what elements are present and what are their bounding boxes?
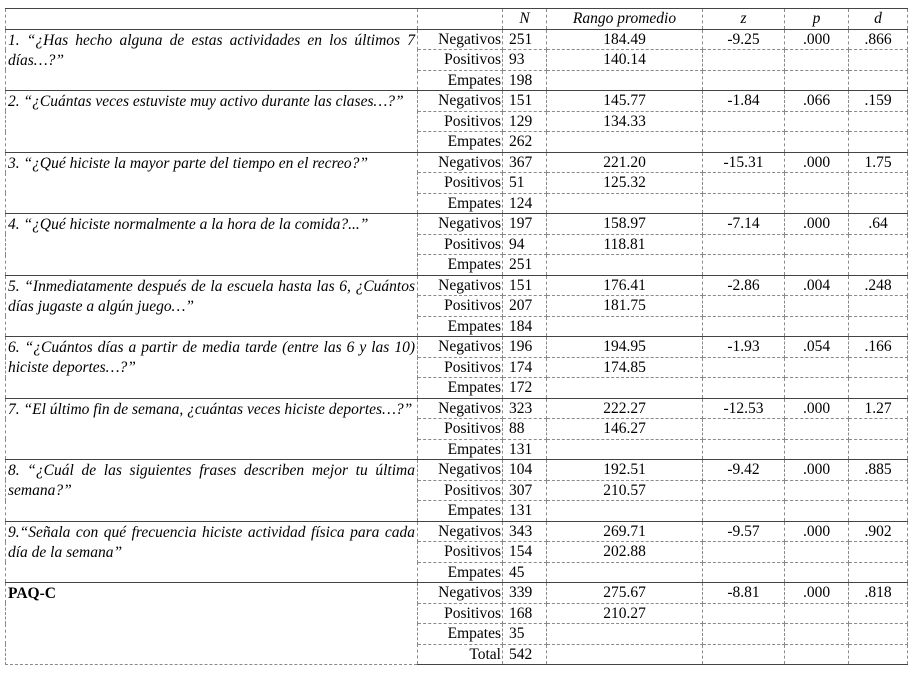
- n-value: 131: [503, 501, 547, 522]
- z-value: [703, 357, 785, 378]
- group-label: Positivos: [418, 480, 503, 501]
- z-value: -8.81: [703, 583, 785, 604]
- group-label: Negativos: [418, 91, 503, 112]
- item-question: 6. “¿Cuántos días a partir de media tarde (entre las 6 y las 10) hiciste deportes…?”: [6, 337, 418, 399]
- z-value: [703, 480, 785, 501]
- group-label: Total: [418, 644, 503, 665]
- d-value: .166: [849, 337, 908, 358]
- item-question: 7. “El último fin de semana, ¿cuántas veces hiciste deportes…?”: [6, 398, 418, 460]
- table-row: [6, 91, 908, 112]
- group-label: Empates: [418, 439, 503, 460]
- header-d: d: [849, 9, 908, 30]
- group-label: Empates: [418, 501, 503, 522]
- rango-value: 140.14: [547, 50, 703, 71]
- group-label: Empates: [418, 70, 503, 91]
- z-value: [703, 644, 785, 665]
- header-row: [6, 9, 908, 30]
- p-value: .000: [785, 521, 849, 542]
- d-value: 1.27: [849, 398, 908, 419]
- d-value: .818: [849, 583, 908, 604]
- n-value: 339: [503, 583, 547, 604]
- item-question: 4. “¿Qué hiciste normalmente a la hora de la comida?...”: [6, 214, 418, 276]
- p-value: .000: [785, 152, 849, 173]
- d-value: [849, 296, 908, 317]
- z-value: -1.84: [703, 91, 785, 112]
- group-label: Positivos: [418, 357, 503, 378]
- p-value: .066: [785, 91, 849, 112]
- z-value: -9.57: [703, 521, 785, 542]
- d-value: .885: [849, 460, 908, 481]
- d-value: .248: [849, 275, 908, 296]
- rango-value: 210.27: [547, 603, 703, 624]
- table-row: [6, 214, 908, 235]
- z-value: -9.25: [703, 29, 785, 50]
- n-value: 542: [503, 644, 547, 665]
- table-row: [6, 398, 908, 419]
- d-value: .902: [849, 521, 908, 542]
- n-value: 129: [503, 111, 547, 132]
- z-value: [703, 255, 785, 276]
- rango-value: [547, 562, 703, 583]
- rango-value: 174.85: [547, 357, 703, 378]
- z-value: [703, 439, 785, 460]
- n-value: 45: [503, 562, 547, 583]
- z-value: [703, 603, 785, 624]
- item-question: PAQ-C: [6, 583, 418, 665]
- group-label: Empates: [418, 193, 503, 214]
- p-value: [785, 603, 849, 624]
- n-value: 251: [503, 255, 547, 276]
- p-value: .004: [785, 275, 849, 296]
- z-value: [703, 501, 785, 522]
- p-value: [785, 296, 849, 317]
- z-value: [703, 316, 785, 337]
- n-value: 94: [503, 234, 547, 255]
- n-value: 323: [503, 398, 547, 419]
- n-value: 131: [503, 439, 547, 460]
- n-value: 88: [503, 419, 547, 440]
- rango-value: 222.27: [547, 398, 703, 419]
- group-label: Positivos: [418, 296, 503, 317]
- n-value: 124: [503, 193, 547, 214]
- rango-value: [547, 132, 703, 153]
- n-value: 196: [503, 337, 547, 358]
- d-value: [849, 562, 908, 583]
- d-value: [849, 70, 908, 91]
- n-value: 51: [503, 173, 547, 194]
- p-value: .054: [785, 337, 849, 358]
- table-row: [6, 152, 908, 173]
- rango-value: 269.71: [547, 521, 703, 542]
- header-n: N: [503, 9, 547, 30]
- z-value: [703, 419, 785, 440]
- rango-value: [547, 193, 703, 214]
- group-label: Negativos: [418, 152, 503, 173]
- rango-value: 176.41: [547, 275, 703, 296]
- table-row: [6, 583, 908, 604]
- n-value: 151: [503, 91, 547, 112]
- p-value: .000: [785, 398, 849, 419]
- group-label: Negativos: [418, 337, 503, 358]
- group-label: Negativos: [418, 29, 503, 50]
- group-label: Positivos: [418, 419, 503, 440]
- rango-value: 158.97: [547, 214, 703, 235]
- group-label: Empates: [418, 378, 503, 399]
- item-question: 1. “¿Has hecho alguna de estas actividades en los últimos 7 días…?”: [6, 29, 418, 91]
- header-group: [418, 9, 503, 30]
- d-value: [849, 439, 908, 460]
- z-value: [703, 562, 785, 583]
- p-value: [785, 439, 849, 460]
- p-value: [785, 644, 849, 665]
- rango-value: 181.75: [547, 296, 703, 317]
- n-value: 198: [503, 70, 547, 91]
- group-label: Empates: [418, 624, 503, 645]
- d-value: [849, 644, 908, 665]
- d-value: 1.75: [849, 152, 908, 173]
- rango-value: 275.67: [547, 583, 703, 604]
- p-value: [785, 234, 849, 255]
- header-z: z: [703, 9, 785, 30]
- table-row: [6, 275, 908, 296]
- rango-value: [547, 644, 703, 665]
- d-value: [849, 193, 908, 214]
- rango-value: 125.32: [547, 173, 703, 194]
- p-value: [785, 562, 849, 583]
- group-label: Empates: [418, 132, 503, 153]
- d-value: [849, 316, 908, 337]
- n-value: 343: [503, 521, 547, 542]
- d-value: [849, 173, 908, 194]
- p-value: [785, 480, 849, 501]
- p-value: [785, 357, 849, 378]
- p-value: [785, 624, 849, 645]
- d-value: [849, 480, 908, 501]
- d-value: [849, 624, 908, 645]
- n-value: 367: [503, 152, 547, 173]
- z-value: [703, 378, 785, 399]
- z-value: -1.93: [703, 337, 785, 358]
- z-value: [703, 173, 785, 194]
- p-value: [785, 378, 849, 399]
- n-value: 251: [503, 29, 547, 50]
- p-value: [785, 255, 849, 276]
- p-value: [785, 193, 849, 214]
- p-value: .000: [785, 214, 849, 235]
- rango-value: 221.20: [547, 152, 703, 173]
- table-row: [6, 521, 908, 542]
- rango-value: [547, 378, 703, 399]
- p-value: [785, 316, 849, 337]
- rango-value: 118.81: [547, 234, 703, 255]
- d-value: [849, 542, 908, 563]
- rango-value: 134.33: [547, 111, 703, 132]
- n-value: 262: [503, 132, 547, 153]
- rango-value: 192.51: [547, 460, 703, 481]
- n-value: 307: [503, 480, 547, 501]
- rango-value: [547, 624, 703, 645]
- p-value: [785, 419, 849, 440]
- z-value: -7.14: [703, 214, 785, 235]
- group-label: Empates: [418, 316, 503, 337]
- z-value: [703, 50, 785, 71]
- d-value: [849, 132, 908, 153]
- group-label: Negativos: [418, 521, 503, 542]
- group-label: Empates: [418, 562, 503, 583]
- z-value: -15.31: [703, 152, 785, 173]
- n-value: 174: [503, 357, 547, 378]
- d-value: .866: [849, 29, 908, 50]
- z-value: -2.86: [703, 275, 785, 296]
- n-value: 93: [503, 50, 547, 71]
- z-value: [703, 70, 785, 91]
- z-value: [703, 234, 785, 255]
- d-value: [849, 50, 908, 71]
- d-value: .64: [849, 214, 908, 235]
- z-value: [703, 542, 785, 563]
- p-value: [785, 111, 849, 132]
- z-value: [703, 132, 785, 153]
- rango-value: [547, 255, 703, 276]
- d-value: [849, 501, 908, 522]
- group-label: Negativos: [418, 214, 503, 235]
- rango-value: [547, 316, 703, 337]
- group-label: Positivos: [418, 603, 503, 624]
- z-value: -12.53: [703, 398, 785, 419]
- n-value: 168: [503, 603, 547, 624]
- z-value: [703, 193, 785, 214]
- p-value: [785, 542, 849, 563]
- group-label: Negativos: [418, 275, 503, 296]
- d-value: [849, 419, 908, 440]
- p-value: [785, 132, 849, 153]
- d-value: [849, 357, 908, 378]
- n-value: 184: [503, 316, 547, 337]
- group-label: Negativos: [418, 460, 503, 481]
- p-value: [785, 50, 849, 71]
- group-label: Positivos: [418, 234, 503, 255]
- item-question: 8. “¿Cuál de las siguientes frases describen mejor tu última semana?”: [6, 460, 418, 522]
- p-value: [785, 173, 849, 194]
- d-value: [849, 111, 908, 132]
- n-value: 104: [503, 460, 547, 481]
- rango-value: 194.95: [547, 337, 703, 358]
- z-value: [703, 624, 785, 645]
- n-value: 172: [503, 378, 547, 399]
- z-value: [703, 296, 785, 317]
- item-question: 9.“Señala con qué frecuencia hiciste actividad física para cada día de la semana”: [6, 521, 418, 583]
- d-value: [849, 603, 908, 624]
- rango-value: [547, 70, 703, 91]
- table-row: [6, 29, 908, 50]
- header-item: [6, 9, 418, 30]
- rango-value: [547, 439, 703, 460]
- n-value: 197: [503, 214, 547, 235]
- item-question: 3. “¿Qué hiciste la mayor parte del tiempo en el recreo?”: [6, 152, 418, 214]
- rango-value: 146.27: [547, 419, 703, 440]
- group-label: Positivos: [418, 111, 503, 132]
- rango-value: 145.77: [547, 91, 703, 112]
- d-value: .159: [849, 91, 908, 112]
- rango-value: 202.88: [547, 542, 703, 563]
- group-label: Negativos: [418, 398, 503, 419]
- item-question: 2. “¿Cuántas veces estuviste muy activo durante las clases…?”: [6, 91, 418, 153]
- header-rango-promedio: Rango promedio: [547, 9, 703, 30]
- z-value: -9.42: [703, 460, 785, 481]
- rango-value: 184.49: [547, 29, 703, 50]
- z-value: [703, 111, 785, 132]
- group-label: Empates: [418, 255, 503, 276]
- table-row: [6, 337, 908, 358]
- p-value: .000: [785, 583, 849, 604]
- header-p: p: [785, 9, 849, 30]
- p-value: .000: [785, 29, 849, 50]
- results-table: [5, 8, 908, 665]
- n-value: 154: [503, 542, 547, 563]
- n-value: 207: [503, 296, 547, 317]
- group-label: Positivos: [418, 542, 503, 563]
- d-value: [849, 378, 908, 399]
- p-value: .000: [785, 460, 849, 481]
- group-label: Positivos: [418, 173, 503, 194]
- rango-value: [547, 501, 703, 522]
- p-value: [785, 70, 849, 91]
- d-value: [849, 234, 908, 255]
- rango-value: 210.57: [547, 480, 703, 501]
- table-row: [6, 460, 908, 481]
- item-question: 5. “Inmediatamente después de la escuela hasta las 6, ¿Cuántos días jugaste a algún juego…”: [6, 275, 418, 337]
- group-label: Negativos: [418, 583, 503, 604]
- n-value: 151: [503, 275, 547, 296]
- p-value: [785, 501, 849, 522]
- d-value: [849, 255, 908, 276]
- n-value: 35: [503, 624, 547, 645]
- group-label: Positivos: [418, 50, 503, 71]
